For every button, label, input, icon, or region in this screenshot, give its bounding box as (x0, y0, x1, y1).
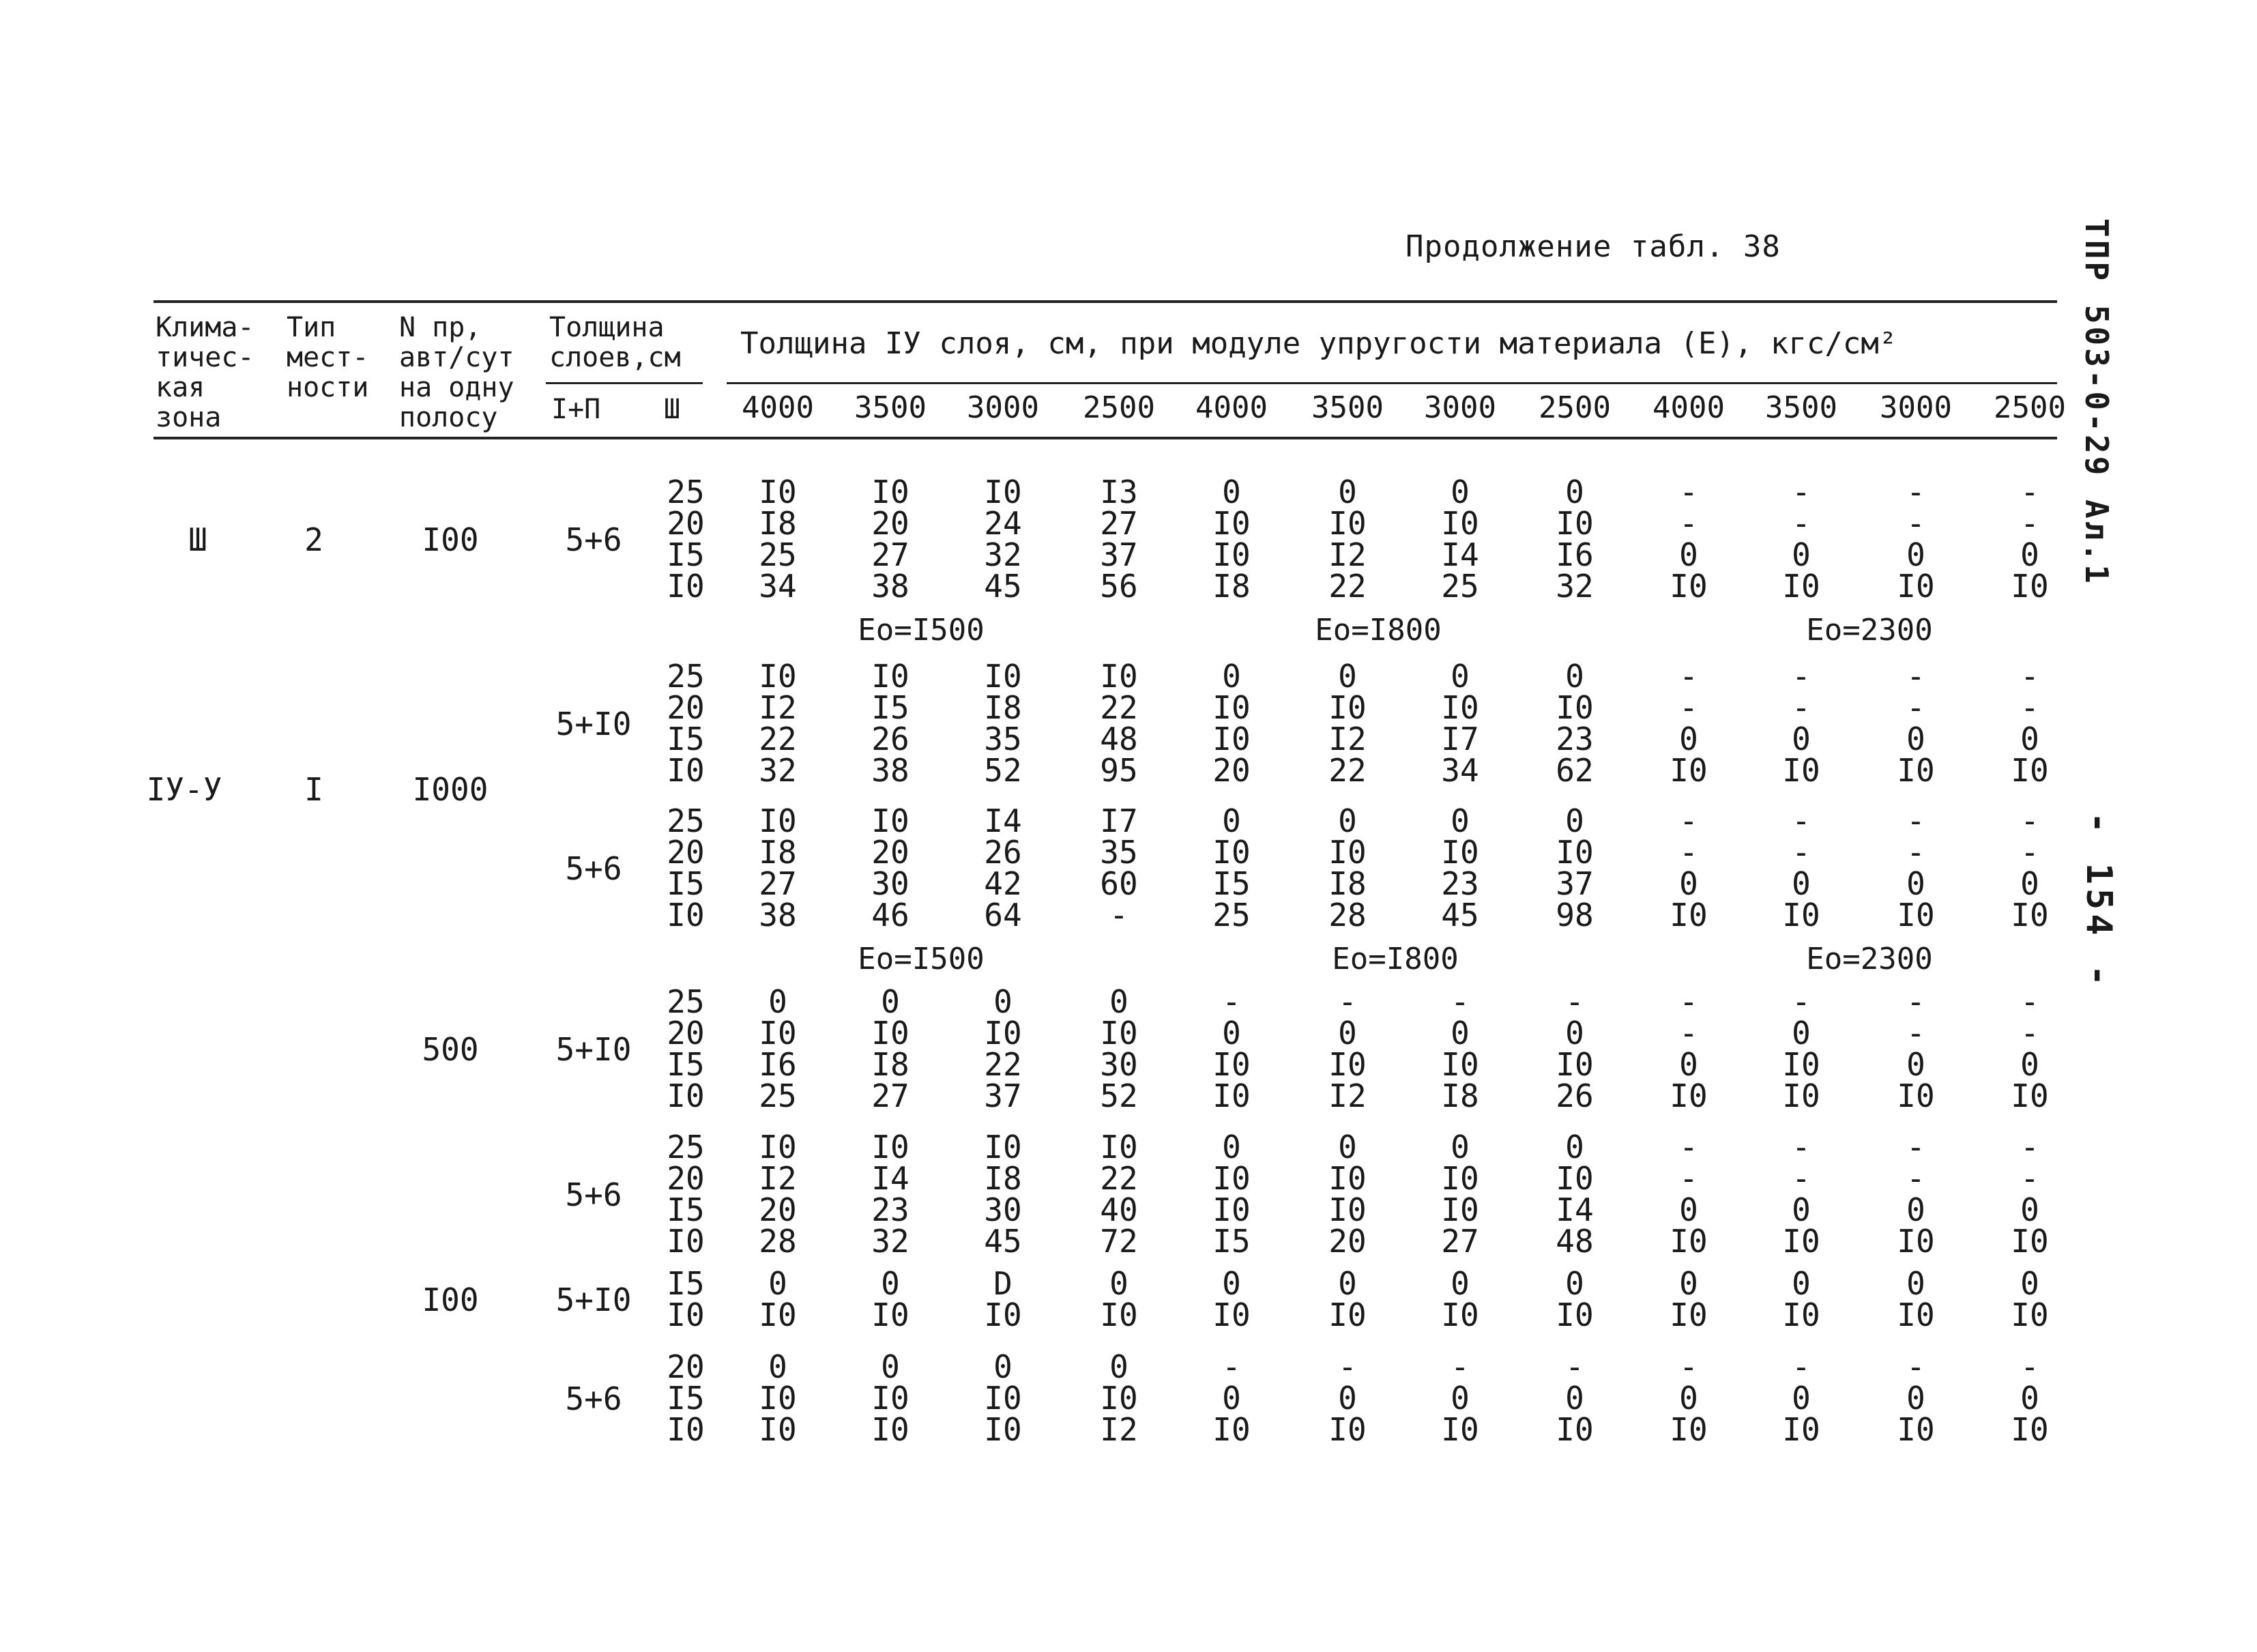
table-cell: 0 I0 (1897, 1265, 1935, 1333)
table-cell: - - 0 I0 (2011, 802, 2049, 933)
table-cell: - 0 I0 (1670, 1348, 1708, 1448)
header-layer-3: Ш (664, 394, 681, 425)
table-cell: I0 20 30 46 (871, 802, 909, 933)
modulus-header-0: 4000 (742, 390, 814, 425)
table-cell: 0 I0 I0 20 (1212, 658, 1251, 789)
table-cell: I0 24 32 45 (984, 474, 1022, 605)
row-zone: Ш (188, 521, 207, 558)
subgrade-modulus-label: Ео=I800 (1315, 613, 1442, 648)
table-cell: I0 20 27 38 (871, 474, 909, 605)
table-cell: - 0 I0 I0 (1212, 983, 1251, 1114)
continuation-caption: Продолжение табл. 38 (1406, 229, 1781, 264)
table-cell: I0 I8 25 34 (759, 474, 797, 605)
table-cell: - - 0 I0 (1670, 474, 1708, 605)
header-locality-type: Тип мест- ности (287, 312, 369, 403)
table-cell: I0 I8 30 45 (984, 1129, 1022, 1260)
table-cell: - - 0 I0 (1782, 1129, 1820, 1260)
row-layers: 5+I0 (555, 1281, 632, 1318)
table-cell: 0 I0 I4 25 (1441, 474, 1479, 605)
table-cell: 0 I0 (1328, 1265, 1367, 1333)
modulus-header-3: 2500 (1083, 390, 1155, 425)
subgrade-modulus-label: Ео=I500 (858, 942, 985, 976)
table-cell: 0 I0 I2 22 (1328, 658, 1367, 789)
row-locality-type: 2 (304, 521, 323, 558)
subgrade-modulus-label: Ео=2300 (1806, 942, 1933, 976)
row-zone: IУ-У (146, 771, 222, 808)
table-cell: 0 I0 (1670, 1265, 1708, 1333)
table-cell: 0 I0 (1556, 1265, 1594, 1333)
row-layers: 5+I0 (555, 1031, 632, 1068)
row-layers: 5+I0 (555, 706, 632, 742)
row-layers: 5+6 (565, 1176, 622, 1213)
header-inner-rule (727, 382, 2057, 384)
table-cell: I0 22 40 72 (1100, 1129, 1138, 1260)
row-layers: 5+6 (565, 1380, 622, 1417)
table-cell: 0 I0 (871, 1265, 909, 1333)
table-cell: - - 0 I0 (1782, 802, 1820, 933)
header-bottom-rule (154, 437, 2057, 439)
table-cell: - 0 I0 (2011, 1348, 2049, 1448)
table-cell: - 0 I0 (1328, 1348, 1367, 1448)
table-cell: 0 I0 (1212, 1265, 1251, 1333)
table-cell: - - 0 I0 (1782, 474, 1820, 605)
table-cell: 0 I0 I0 20 (1328, 1129, 1367, 1260)
table-cell: - 0 I0 (1782, 1348, 1820, 1448)
header-layer-thickness: Толщина слоев,см (549, 312, 681, 373)
table-cell: 0 I0 (1100, 1265, 1138, 1333)
table-cell: 0 I0 23 45 (1441, 802, 1479, 933)
row-layer-3-values: 25 20 I5 I0 (667, 983, 705, 1114)
table-cell: 0 I0 22 37 (984, 983, 1022, 1114)
table-cell: - 0 I0 I2 (1328, 983, 1367, 1114)
row-layers: 5+6 (565, 850, 622, 887)
table-cell: I0 I8 35 52 (984, 658, 1022, 789)
table-cell: 0 I0 I0 (871, 1348, 909, 1448)
table-cell: - - 0 I0 (1897, 474, 1935, 605)
header-main-title: Толщина IУ слоя, см, при модуле упругости материала (Е), кгс/см² (740, 326, 1897, 361)
page-number: - 154 - (2078, 812, 2119, 991)
table-cell: - - 0 I0 (1897, 983, 1935, 1114)
header-layers-1-2: I+П (551, 394, 601, 425)
subgrade-modulus-label: Ео=I500 (858, 613, 985, 648)
header-climate-zone: Клима- тичес- кая зона (156, 312, 254, 433)
table-cell: - 0 I0 (1441, 1348, 1479, 1448)
table-cell: 0 I0 I0 27 (1441, 1129, 1479, 1260)
table-cell: 0 I0 (759, 1265, 797, 1333)
table-cell: - - 0 I0 (2011, 1129, 2049, 1260)
row-traffic: I000 (412, 771, 489, 808)
table-cell: 0 I0 (1441, 1265, 1479, 1333)
table-cell: - 0 I0 I8 (1441, 983, 1479, 1114)
table-cell: - 0 I0 (1212, 1348, 1251, 1448)
table-cell: 0 I0 I2 (1100, 1348, 1138, 1448)
header-traffic: N пр, авт/сут на одну полосу (399, 312, 514, 433)
table-cell: D I0 (984, 1265, 1022, 1333)
row-traffic: 500 (422, 1031, 479, 1068)
table-cell: I0 I2 22 32 (759, 658, 797, 789)
table-cell: 0 I0 I2 22 (1328, 474, 1367, 605)
table-cell: I0 I8 27 38 (759, 802, 797, 933)
table-cell: - - 0 I0 (1670, 983, 1708, 1114)
table-cell: I7 35 60 - (1100, 802, 1138, 933)
table-cell: 0 I0 I0 I5 (1212, 1129, 1251, 1260)
table-cell: I0 I2 20 28 (759, 1129, 797, 1260)
row-layer-3-values: 25 20 I5 I0 (667, 1129, 705, 1260)
document-code: ТПР 503-0-29 Ал.1 (2078, 218, 2115, 586)
table-cell: - 0 I0 (1556, 1348, 1594, 1448)
table-top-rule (154, 300, 2057, 303)
table-cell: 0 I0 (1782, 1265, 1820, 1333)
modulus-header-8: 4000 (1652, 390, 1725, 425)
table-cell: - 0 I0 26 (1556, 983, 1594, 1114)
modulus-header-6: 3000 (1424, 390, 1496, 425)
table-cell: 0 I0 I7 34 (1441, 658, 1479, 789)
table-cell: I0 22 48 95 (1100, 658, 1138, 789)
row-layer-3-values: 20 I5 I0 (667, 1348, 705, 1448)
row-layer-3-values: 25 20 I5 I0 (667, 802, 705, 933)
table-cell: - - 0 I0 (1670, 1129, 1708, 1260)
modulus-header-2: 3000 (967, 390, 1039, 425)
table-cell: 0 I0 I6 32 (1556, 474, 1594, 605)
row-traffic: I00 (422, 521, 479, 558)
table-cell: 0 I0 30 52 (1100, 983, 1138, 1114)
row-layers: 5+6 (565, 521, 622, 558)
modulus-header-7: 2500 (1539, 390, 1611, 425)
table-cell: 0 I0 I8 28 (1328, 802, 1367, 933)
table-cell: - - 0 I0 (1897, 658, 1935, 789)
table-cell: 0 I0 23 62 (1556, 658, 1594, 789)
table-cell: 0 I0 I5 25 (1212, 802, 1251, 933)
table-cell: - - 0 I0 (1897, 802, 1935, 933)
modulus-header-5: 3500 (1311, 390, 1384, 425)
modulus-header-10: 3000 (1880, 390, 1952, 425)
modulus-header-4: 4000 (1195, 390, 1268, 425)
row-layer-3-values: I5 I0 (667, 1265, 705, 1333)
table-cell: I4 26 42 64 (984, 802, 1022, 933)
modulus-header-9: 3500 (1765, 390, 1837, 425)
subgrade-modulus-label: Ео=I800 (1332, 942, 1459, 976)
subgrade-modulus-label: Ео=2300 (1806, 613, 1933, 648)
table-cell: 0 I0 (2011, 1265, 2049, 1333)
table-cell: - - 0 I0 (2011, 658, 2049, 789)
row-traffic: I00 (422, 1281, 479, 1318)
modulus-header-1: 3500 (854, 390, 927, 425)
row-locality-type: I (304, 771, 323, 808)
table-cell: 0 I0 I8 27 (871, 983, 909, 1114)
table-cell: - 0 I0 I0 (1782, 983, 1820, 1114)
table-cell: - - 0 I0 (2011, 474, 2049, 605)
table-cell: I3 27 37 56 (1100, 474, 1138, 605)
table-cell: 0 I0 I0 I8 (1212, 474, 1251, 605)
table-cell: - - 0 I0 (1670, 658, 1708, 789)
table-cell: - - 0 I0 (1782, 658, 1820, 789)
table-cell: 0 I0 I6 25 (759, 983, 797, 1114)
table-cell: 0 I0 I0 (984, 1348, 1022, 1448)
row-layer-3-values: 25 20 I5 I0 (667, 658, 705, 789)
modulus-header-11: 2500 (1994, 390, 2066, 425)
layers-subhead-rule (546, 382, 703, 384)
table-cell: - - 0 I0 (1897, 1129, 1935, 1260)
table-cell: 0 I0 I0 (759, 1348, 797, 1448)
table-cell: - - 0 I0 (1670, 802, 1708, 933)
table-cell: 0 I0 I4 48 (1556, 1129, 1594, 1260)
table-cell: - - 0 I0 (2011, 983, 2049, 1114)
table-cell: I0 I4 23 32 (871, 1129, 909, 1260)
row-layer-3-values: 25 20 I5 I0 (667, 474, 705, 605)
table-cell: - 0 I0 (1897, 1348, 1935, 1448)
table-cell: 0 I0 37 98 (1556, 802, 1594, 933)
table-cell: I0 I5 26 38 (871, 658, 909, 789)
